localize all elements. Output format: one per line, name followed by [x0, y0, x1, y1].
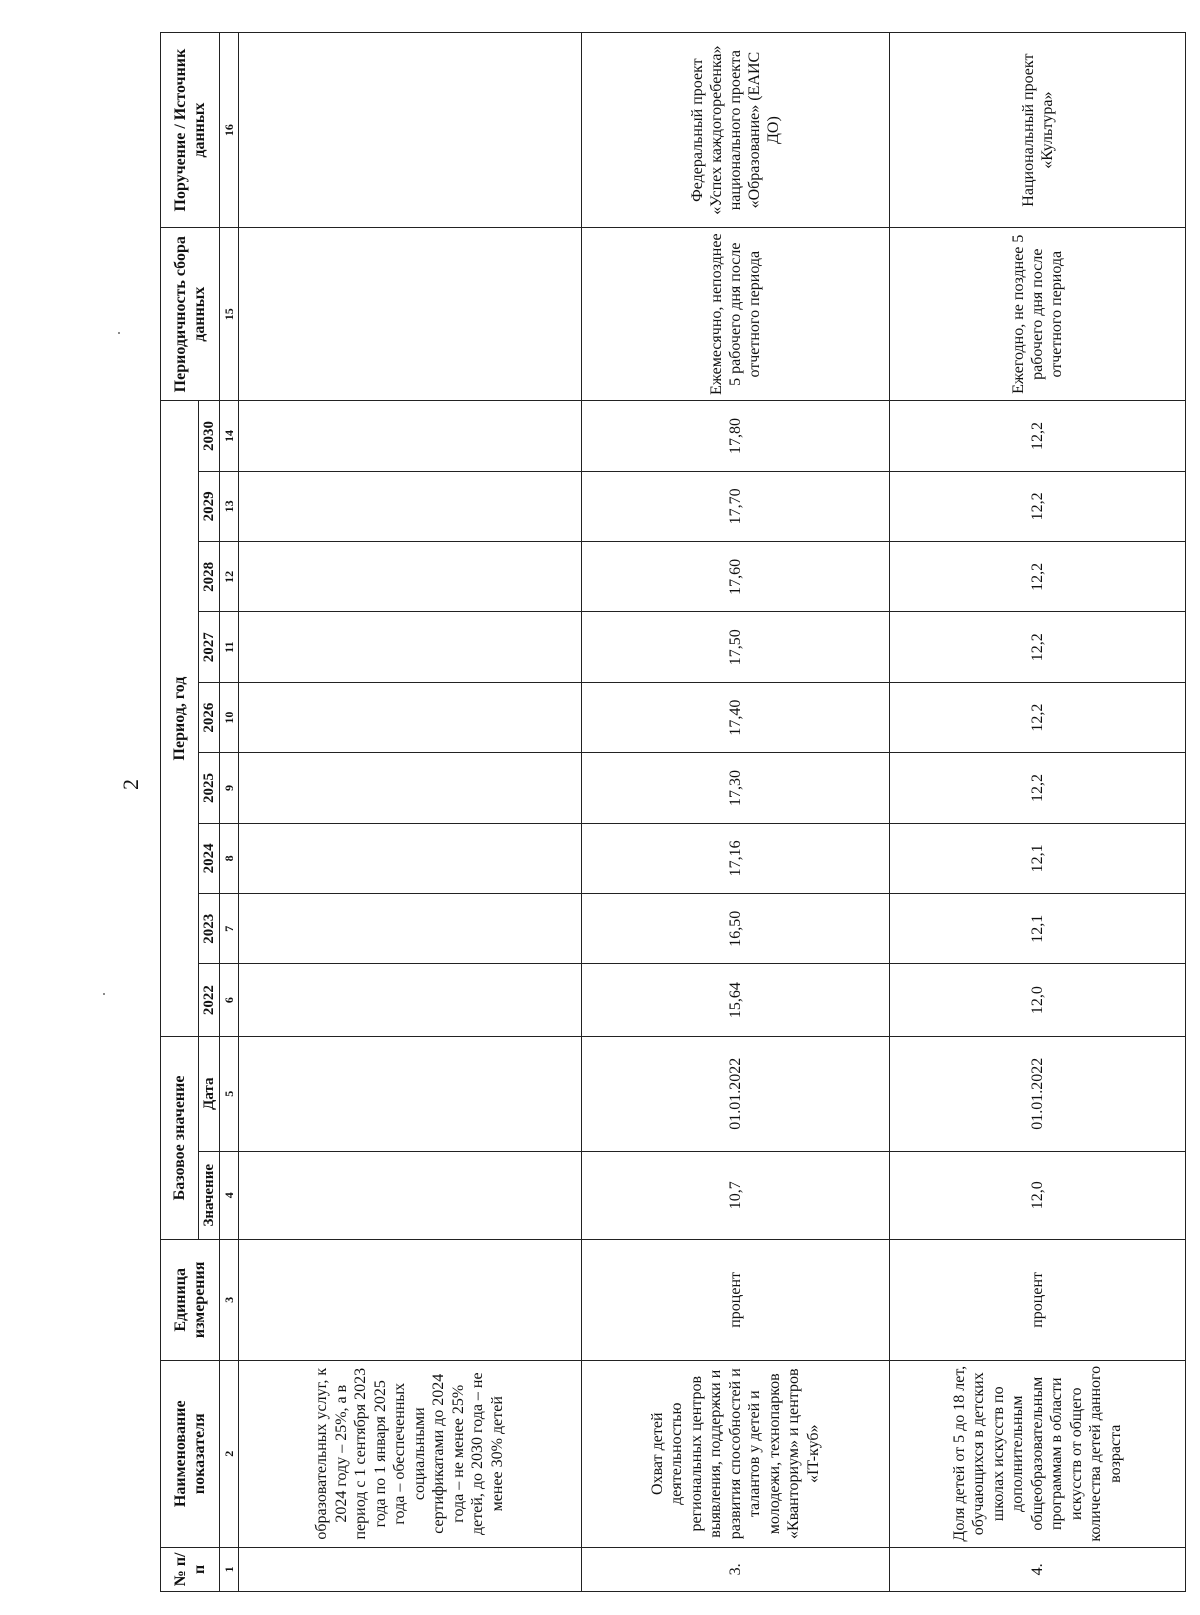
scan-speck — [118, 332, 120, 334]
row-value: 17,30 — [581, 753, 890, 823]
header-year: 2027 — [199, 612, 220, 682]
row-num: 3. — [581, 1547, 890, 1591]
row-value: 12,2 — [890, 401, 1186, 472]
column-number: 2 — [220, 1360, 239, 1547]
row-value: 12,1 — [890, 823, 1186, 893]
row-value: 17,16 — [581, 823, 890, 893]
header-year: 2028 — [199, 542, 220, 612]
indicator-table-rotated — [160, 32, 1186, 1592]
row-base-value: 12,0 — [890, 1151, 1186, 1240]
row-value: 15,64 — [581, 964, 890, 1036]
header-year: 2024 — [199, 823, 220, 893]
header-year: 2026 — [199, 682, 220, 752]
column-number: 9 — [220, 753, 239, 823]
table-row — [581, 33, 890, 1592]
row-source: Национальный проект «Культура» — [890, 33, 1186, 228]
row-value — [239, 401, 582, 472]
table-row — [890, 33, 1186, 1592]
row-value: 12,2 — [890, 542, 1186, 612]
header-year: 2029 — [199, 471, 220, 541]
row-source — [239, 33, 582, 228]
row-base-date — [239, 1036, 582, 1151]
row-value — [239, 894, 582, 964]
column-number: 14 — [220, 401, 239, 472]
row-value: 17,70 — [581, 471, 890, 541]
row-unit: процент — [890, 1240, 1186, 1361]
column-number: 7 — [220, 894, 239, 964]
header-year: 2022 — [199, 964, 220, 1036]
row-value: 12,2 — [890, 471, 1186, 541]
page-number: 2 — [118, 779, 143, 790]
column-number: 8 — [220, 823, 239, 893]
header-frequency: Периодичность сбора данных — [161, 228, 220, 401]
row-value — [239, 682, 582, 752]
header-base-value: Значение — [199, 1151, 220, 1240]
header-name: Наименование показателя — [161, 1360, 220, 1547]
header-base: Базовое значение — [161, 1036, 199, 1239]
row-unit — [239, 1240, 582, 1361]
row-base-value — [239, 1151, 582, 1240]
row-value: 17,50 — [581, 612, 890, 682]
row-value — [239, 612, 582, 682]
scan-speck — [103, 993, 105, 995]
row-value — [239, 964, 582, 1036]
row-base-date: 01.01.2022 — [890, 1036, 1186, 1151]
header-year: 2030 — [199, 401, 220, 472]
row-source: Федеральный проект «Успех каждогоребенка» национального проекта «Образование» (ЕАИС ДО) — [581, 33, 890, 228]
row-num: 4. — [890, 1547, 1186, 1591]
column-number: 16 — [220, 33, 239, 228]
row-value: 12,2 — [890, 753, 1186, 823]
row-name: Доля детей от 5 до 18 лет, обучающихся в детских школах искусств по дополнительным общеобразовательным программам в области искусств от общего количества детей данного возраста — [890, 1360, 1186, 1547]
row-value: 12,2 — [890, 612, 1186, 682]
row-value: 17,60 — [581, 542, 890, 612]
column-number: 13 — [220, 471, 239, 541]
row-value — [239, 471, 582, 541]
column-number: 3 — [220, 1240, 239, 1361]
column-number: 6 — [220, 964, 239, 1036]
column-number: 12 — [220, 542, 239, 612]
row-value — [239, 823, 582, 893]
row-base-date: 01.01.2022 — [581, 1036, 890, 1151]
row-value — [239, 542, 582, 612]
header-num: № п/п — [161, 1547, 220, 1591]
row-value: 12,0 — [890, 964, 1186, 1036]
header-source: Поручение / Источник данных — [161, 33, 220, 228]
column-number: 15 — [220, 228, 239, 401]
row-value: 12,1 — [890, 894, 1186, 964]
column-number: 10 — [220, 682, 239, 752]
row-unit: процент — [581, 1240, 890, 1361]
row-frequency: Ежемесячно, непозднее 5 рабочего дня после отчетного периода — [581, 228, 890, 401]
row-value: 17,40 — [581, 682, 890, 752]
row-frequency — [239, 228, 582, 401]
row-value: 17,80 — [581, 401, 890, 472]
header-period: Период, год — [161, 401, 199, 1037]
column-number: 11 — [220, 612, 239, 682]
row-base-value: 10,7 — [581, 1151, 890, 1240]
row-name: Охват детей деятельностью региональных центров выявления, поддержки и развития способностей и талантов у детей и молодежи, технопарков «Кванториум» и центров «IT-куб» — [581, 1360, 890, 1547]
table-row — [239, 33, 582, 1592]
header-year: 2023 — [199, 894, 220, 964]
row-value — [239, 753, 582, 823]
header-unit: Единица измерения — [161, 1240, 220, 1361]
row-name: образовательных услуг, к 2024 году – 25%, а в период с 1 сентября 2023 года по 1 января 2025 года – обеспеченных социальными сертификатами до 2024 года – не менее 25% детей, до 2030 года – не менее 30% детей — [239, 1360, 582, 1547]
row-value: 16,50 — [581, 894, 890, 964]
column-number: 5 — [220, 1036, 239, 1151]
column-number: 1 — [220, 1547, 239, 1591]
header-base-date: Дата — [199, 1036, 220, 1151]
row-value: 12,2 — [890, 682, 1186, 752]
row-num — [239, 1547, 582, 1591]
header-year: 2025 — [199, 753, 220, 823]
row-frequency: Ежегодно, не позднее 5 рабочего дня после отчетного периода — [890, 228, 1186, 401]
column-number: 4 — [220, 1151, 239, 1240]
indicator-table — [160, 32, 1186, 1592]
